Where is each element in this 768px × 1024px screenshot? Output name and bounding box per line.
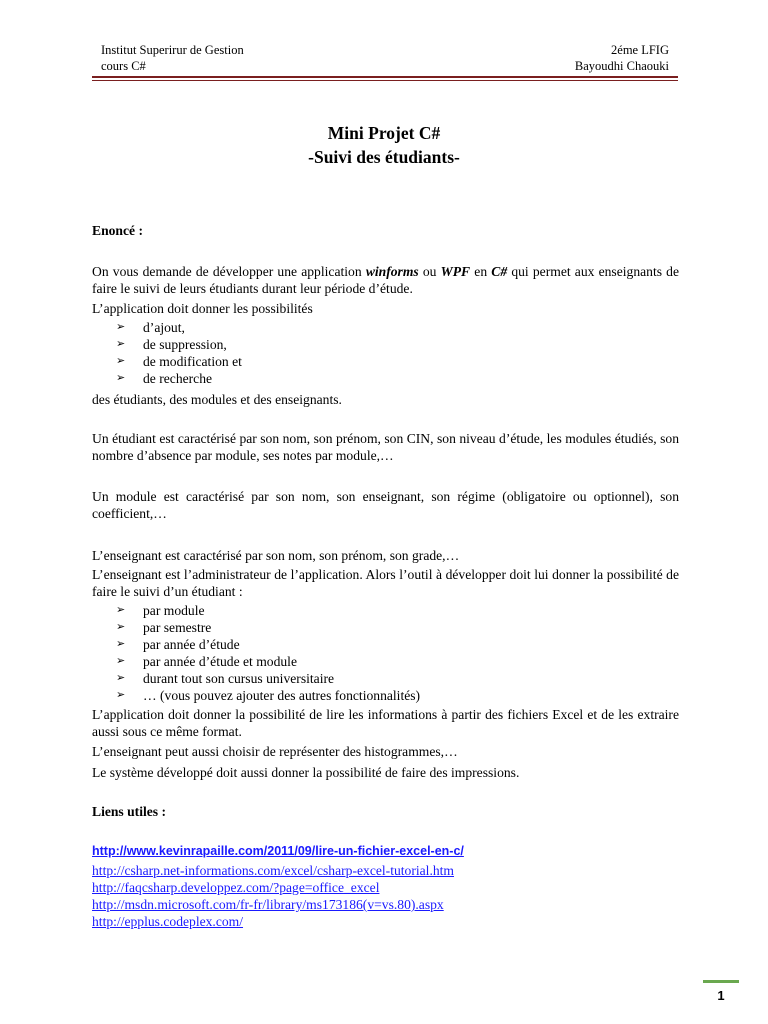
arrow-bullet-icon: ➢	[116, 672, 126, 684]
link-csharp-net-informations[interactable]: http://csharp.net-informations.com/excel/csharp-excel-tutorial.htm	[92, 863, 454, 878]
possibilities-intro: L’application doit donner les possibilités	[92, 301, 313, 316]
document-subtitle: -Suivi des étudiants-	[308, 147, 460, 167]
links-list	[92, 843, 679, 930]
link-epplus[interactable]: http://epplus.codeplex.com/	[92, 914, 244, 929]
list-item: ➢ par année d’étude et module	[116, 654, 297, 669]
author-name: Bayoudhi Chaouki	[574, 59, 669, 73]
list-item: ➢ de recherche	[116, 371, 213, 386]
links-heading: Liens utiles :	[92, 804, 167, 819]
excel-paragraph: L’application doit donner la possibilité de lire les informations à partir des fichiers Excel et de les extraire aussi sous ce même format.	[92, 707, 679, 739]
page-number: 1	[717, 988, 725, 1003]
header-rule-thick	[92, 76, 678, 78]
list-item: ➢ par semestre	[116, 620, 212, 635]
arrow-bullet-icon: ➢	[116, 338, 126, 350]
arrow-bullet-icon: ➢	[116, 372, 126, 384]
possibilities-list	[92, 319, 679, 387]
intro-paragraph: On vous demande de développer une application winforms ou WPF en C# qui permet aux enseignants de faire le suivi de leurs étudiants durant leur période d’étude.	[92, 264, 680, 296]
module-description: Un module est caractérisé par son nom, son enseignant, son régime (obligatoire ou optionnel), son coefficient,…	[92, 489, 679, 521]
list-item: ➢ d’ajout,	[116, 320, 185, 335]
institute-name: Institut Superirur de Gestion	[101, 43, 244, 57]
teacher-description: L’enseignant est caractérisé par son nom, son prénom, son grade,…	[92, 548, 460, 563]
document-title: Mini Projet C#	[327, 123, 441, 143]
list-item: ➢ par année d’étude	[116, 637, 240, 652]
link-faqcsharp[interactable]: http://faqcsharp.developpez.com/?page=office_excel	[92, 880, 380, 895]
arrow-bullet-icon: ➢	[116, 321, 126, 333]
link-kevinrapaille[interactable]: http://www.kevinrapaille.com/2011/09/lire-un-fichier-excel-en-c/	[92, 844, 464, 858]
header-left	[101, 42, 244, 74]
student-description: Un étudiant est caractérisé par son nom, son prénom, son CIN, son niveau d’étude, les modules étudiés, son nombre d’absence par module, ses notes par module,…	[92, 431, 679, 463]
page-number-box	[703, 980, 739, 1013]
arrow-bullet-icon: ➢	[116, 655, 126, 667]
header-right	[575, 42, 669, 74]
arrow-bullet-icon: ➢	[116, 621, 126, 633]
arrow-bullet-icon: ➢	[116, 638, 126, 650]
header-rule-thin	[92, 80, 678, 81]
arrow-bullet-icon: ➢	[116, 355, 126, 367]
list-item: ➢ durant tout son cursus universitaire	[116, 671, 335, 686]
tracking-list	[92, 602, 679, 704]
printing-paragraph: Le système développé doit aussi donner la possibilité de faire des impressions.	[92, 765, 520, 780]
list-item: ➢ par module	[116, 603, 205, 618]
arrow-bullet-icon: ➢	[116, 604, 126, 616]
list-item: ➢ de modification et	[116, 354, 242, 369]
course-name: cours C#	[101, 59, 146, 73]
page-number-bar	[703, 980, 739, 983]
enonce-heading: Enoncé :	[92, 223, 143, 238]
class-level: 2éme LFIG	[611, 43, 669, 57]
list-item: ➢ de suppression,	[116, 337, 227, 352]
list-item: ➢ … (vous pouvez ajouter des autres fonctionnalités)	[116, 688, 421, 703]
link-msdn[interactable]: http://msdn.microsoft.com/fr-fr/library/ms173186(v=vs.80).aspx	[92, 897, 444, 912]
arrow-bullet-icon: ➢	[116, 689, 126, 701]
after-list-text: des étudiants, des modules et des enseignants.	[92, 392, 342, 407]
teacher-admin-paragraph: L’enseignant est l’administrateur de l’application. Alors l’outil à développer doit lui donner la possibilité de faire le suivi d’un étudiant :	[92, 567, 679, 599]
histograms-paragraph: L’enseignant peut aussi choisir de représenter des histogrammes,…	[92, 744, 458, 759]
